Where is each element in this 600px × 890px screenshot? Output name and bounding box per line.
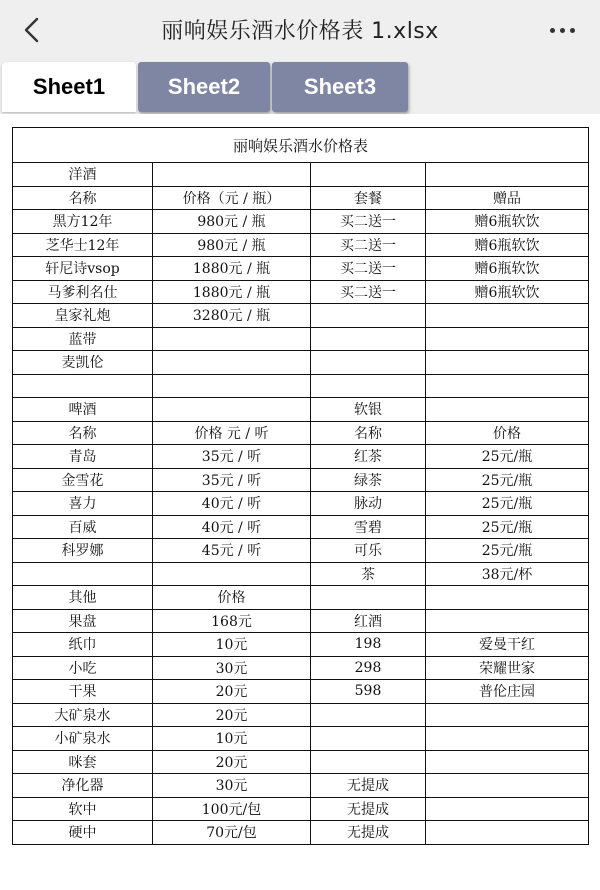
table-cell[interactable]: 脉动 (311, 492, 426, 516)
table-cell[interactable]: 35元 / 听 (153, 468, 311, 492)
table-cell[interactable]: 25元/瓶 (426, 468, 589, 492)
table-row (13, 562, 589, 586)
table-cell[interactable]: 10元 (153, 727, 311, 751)
table-cell[interactable] (153, 163, 311, 187)
table-cell[interactable]: 价格 (153, 586, 311, 610)
table-cell[interactable]: 其他 (13, 586, 153, 610)
table-cell[interactable]: 麦凯伦 (13, 351, 153, 375)
table-cell[interactable]: 赠6瓶软饮 (426, 280, 589, 304)
table-row (13, 586, 589, 610)
table-cell[interactable]: 980元 / 瓶 (153, 233, 311, 257)
table-row (13, 398, 589, 422)
table-row (13, 727, 589, 751)
table-cell[interactable]: 20元 (153, 680, 311, 704)
table-row (13, 304, 589, 328)
table-cell[interactable] (426, 797, 589, 821)
table-cell[interactable]: 名称 (311, 421, 426, 445)
table-cell[interactable]: 25元/瓶 (426, 539, 589, 563)
table-cell[interactable]: 198 (311, 633, 426, 657)
tab-sheet1[interactable]: Sheet1 (2, 62, 136, 112)
table-cell[interactable]: 40元 / 听 (153, 515, 311, 539)
table-row (13, 186, 589, 210)
table-row (13, 703, 589, 727)
table-cell[interactable]: 青岛 (13, 445, 153, 469)
table-row (13, 210, 589, 234)
table-cell[interactable] (426, 351, 589, 375)
table-cell[interactable]: 软中 (13, 797, 153, 821)
table-cell[interactable]: 啤酒 (13, 398, 153, 422)
table-cell[interactable]: 30元 (153, 774, 311, 798)
table-title-row (13, 128, 589, 163)
table-cell[interactable]: 金雪花 (13, 468, 153, 492)
table-row (13, 280, 589, 304)
table-row (13, 515, 589, 539)
table-cell[interactable]: 红酒 (311, 609, 426, 633)
table-cell[interactable]: 25元/瓶 (426, 515, 589, 539)
table-cell[interactable] (426, 703, 589, 727)
table-cell[interactable] (311, 374, 426, 398)
table-cell[interactable] (426, 609, 589, 633)
table-row (13, 468, 589, 492)
table-cell[interactable]: 软银 (311, 398, 426, 422)
table-cell[interactable] (311, 586, 426, 610)
table-cell[interactable]: 荣耀世家 (426, 656, 589, 680)
table-cell[interactable]: 买二送一 (311, 210, 426, 234)
table-row (13, 374, 589, 398)
table-row (13, 539, 589, 563)
table-cell[interactable] (13, 562, 153, 586)
table-cell[interactable]: 298 (311, 656, 426, 680)
table-cell[interactable]: 绿茶 (311, 468, 426, 492)
table-cell[interactable] (426, 327, 589, 351)
table-cell[interactable]: 果盘 (13, 609, 153, 633)
sheet-tabs (0, 62, 600, 114)
table-row (13, 445, 589, 469)
table-cell[interactable]: 名称 (13, 421, 153, 445)
table-row (13, 327, 589, 351)
table-cell[interactable] (426, 304, 589, 328)
table-cell[interactable]: 无提成 (311, 774, 426, 798)
more-button[interactable] (542, 14, 582, 46)
table-cell[interactable]: 赠6瓶软饮 (426, 233, 589, 257)
tab-sheet2[interactable]: Sheet2 (138, 62, 270, 112)
table-cell[interactable]: 20元 (153, 750, 311, 774)
table-cell[interactable]: 芝华士12年 (13, 233, 153, 257)
table-cell[interactable]: 茶 (311, 562, 426, 586)
app-header (0, 0, 600, 62)
table-cell[interactable]: 买二送一 (311, 280, 426, 304)
table-row (13, 633, 589, 657)
table-row (13, 750, 589, 774)
table-cell[interactable]: 蓝带 (13, 327, 153, 351)
table-cell[interactable] (311, 351, 426, 375)
table-cell[interactable] (426, 374, 589, 398)
table-cell[interactable]: 3280元 / 瓶 (153, 304, 311, 328)
table-cell[interactable]: 价格 元 / 听 (153, 421, 311, 445)
table-cell[interactable]: 1880元 / 瓶 (153, 280, 311, 304)
table-cell[interactable]: 价格 (426, 421, 589, 445)
table-cell[interactable] (153, 374, 311, 398)
table-row (13, 656, 589, 680)
table-cell[interactable] (311, 304, 426, 328)
table-cell[interactable]: 买二送一 (311, 257, 426, 281)
table-cell[interactable]: 168元 (153, 609, 311, 633)
table-title[interactable]: 丽响娱乐酒水价格表 (13, 128, 589, 163)
table-cell[interactable]: 硬中 (13, 821, 153, 845)
table-cell[interactable] (426, 774, 589, 798)
table-cell[interactable]: 无提成 (311, 797, 426, 821)
table-cell[interactable] (153, 327, 311, 351)
table-cell[interactable] (311, 163, 426, 187)
table-cell[interactable]: 无提成 (311, 821, 426, 845)
table-cell[interactable]: 25元/瓶 (426, 445, 589, 469)
table-cell[interactable] (426, 163, 589, 187)
table-cell[interactable]: 100元/包 (153, 797, 311, 821)
table-row (13, 774, 589, 798)
table-row (13, 821, 589, 845)
table-cell[interactable]: 价格（元 / 瓶） (153, 186, 311, 210)
table-cell[interactable]: 10元 (153, 633, 311, 657)
table-cell[interactable]: 普伦庄园 (426, 680, 589, 704)
more-horizontal-icon (550, 28, 555, 33)
table-cell[interactable]: 干果 (13, 680, 153, 704)
table-cell[interactable] (153, 562, 311, 586)
table-row (13, 421, 589, 445)
table-cell[interactable]: 咪套 (13, 750, 153, 774)
table-row (13, 609, 589, 633)
table-cell[interactable]: 小吃 (13, 656, 153, 680)
table-row (13, 797, 589, 821)
page-title: 丽响娱乐酒水价格表 1.xlsx (161, 19, 439, 44)
table-cell[interactable] (426, 750, 589, 774)
table-cell[interactable]: 名称 (13, 186, 153, 210)
table-row (13, 492, 589, 516)
table-row (13, 163, 589, 187)
table-cell[interactable]: 小矿泉水 (13, 727, 153, 751)
table-cell[interactable] (311, 327, 426, 351)
table-cell[interactable] (153, 351, 311, 375)
table-row (13, 233, 589, 257)
table-cell[interactable]: 38元/杯 (426, 562, 589, 586)
price-table (12, 127, 589, 845)
table-cell[interactable]: 纸巾 (13, 633, 153, 657)
table-cell[interactable]: 70元/包 (153, 821, 311, 845)
table-cell[interactable]: 1880元 / 瓶 (153, 257, 311, 281)
table-cell[interactable]: 赠6瓶软饮 (426, 210, 589, 234)
table-row (13, 680, 589, 704)
table-cell[interactable]: 45元 / 听 (153, 539, 311, 563)
table-cell[interactable]: 喜力 (13, 492, 153, 516)
table-cell[interactable]: 980元 / 瓶 (153, 210, 311, 234)
table-cell[interactable] (153, 398, 311, 422)
table-cell[interactable] (311, 750, 426, 774)
table-cell[interactable]: 轩尼诗vsop (13, 257, 153, 281)
table-cell[interactable]: 40元 / 听 (153, 492, 311, 516)
table-cell[interactable]: 爱曼干红 (426, 633, 589, 657)
spreadsheet-view[interactable] (0, 114, 600, 890)
table-cell[interactable]: 赠品 (426, 186, 589, 210)
table-cell[interactable] (426, 586, 589, 610)
table-cell[interactable]: 净化器 (13, 774, 153, 798)
table-cell[interactable]: 30元 (153, 656, 311, 680)
table-cell[interactable]: 买二送一 (311, 233, 426, 257)
table-cell[interactable]: 红茶 (311, 445, 426, 469)
table-cell[interactable]: 皇家礼炮 (13, 304, 153, 328)
table-cell[interactable]: 马爹利名仕 (13, 280, 153, 304)
table-cell[interactable]: 雪碧 (311, 515, 426, 539)
table-cell[interactable]: 35元 / 听 (153, 445, 311, 469)
tab-sheet3[interactable]: Sheet3 (272, 62, 408, 112)
table-cell[interactable]: 25元/瓶 (426, 492, 589, 516)
table-cell[interactable]: 套餐 (311, 186, 426, 210)
table-cell[interactable]: 赠6瓶软饮 (426, 257, 589, 281)
table-cell[interactable]: 20元 (153, 703, 311, 727)
table-cell[interactable] (13, 374, 153, 398)
table-cell[interactable] (311, 727, 426, 751)
table-cell[interactable]: 大矿泉水 (13, 703, 153, 727)
table-cell[interactable]: 洋酒 (13, 163, 153, 187)
table-cell[interactable] (426, 727, 589, 751)
table-cell[interactable] (426, 821, 589, 845)
table-cell[interactable]: 可乐 (311, 539, 426, 563)
table-cell[interactable]: 百威 (13, 515, 153, 539)
table-row (13, 351, 589, 375)
table-cell[interactable]: 黑方12年 (13, 210, 153, 234)
table-cell[interactable]: 598 (311, 680, 426, 704)
table-cell[interactable] (426, 398, 589, 422)
table-cell[interactable] (311, 703, 426, 727)
table-cell[interactable]: 科罗娜 (13, 539, 153, 563)
table-row (13, 257, 589, 281)
